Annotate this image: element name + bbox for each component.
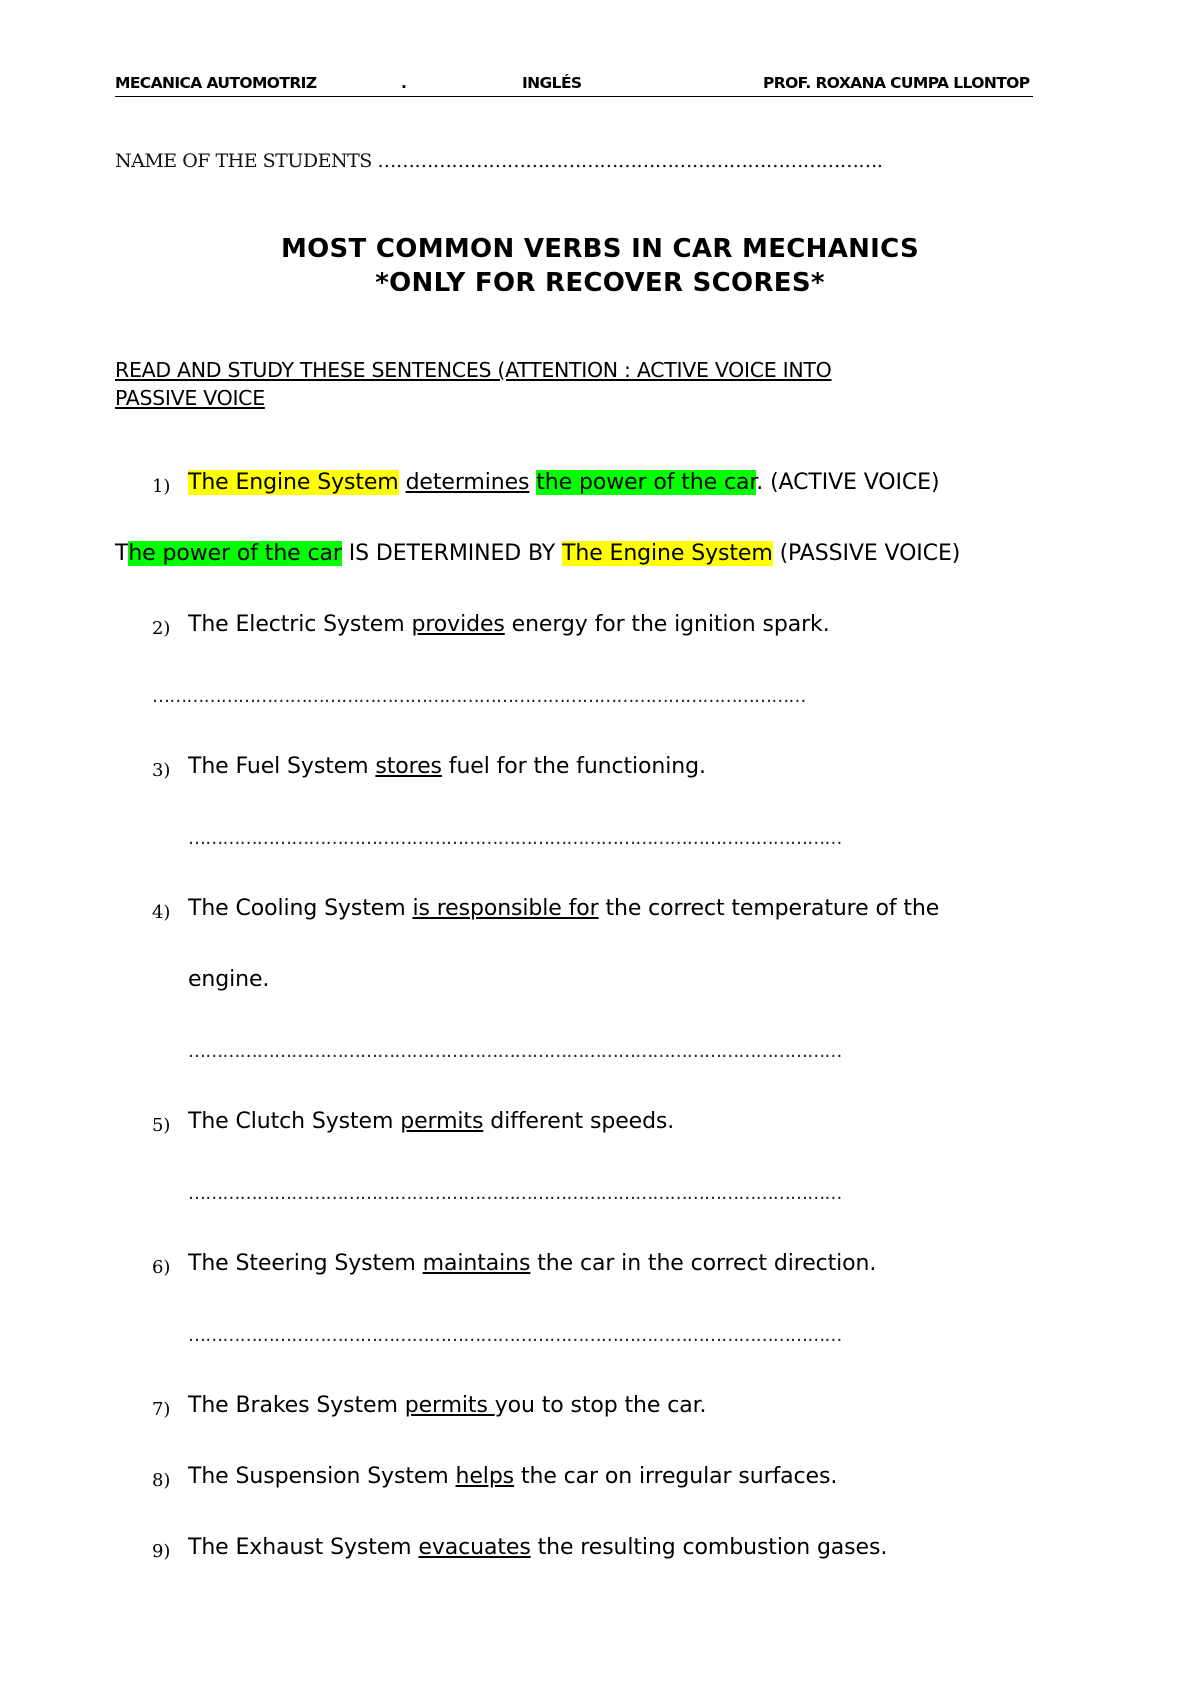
passive-suffix: (PASSIVE VOICE) [772,541,961,566]
list-item [0,1462,1200,1492]
item-subject: The Suspension System [188,1464,456,1489]
item-number: 1) [152,476,171,497]
item-sentence [188,1107,674,1137]
item-rest: the car in the correct direction. [530,1251,877,1276]
passive-object: he power of the car [128,541,342,566]
item-subject: The Cooling System [188,896,413,921]
item-sentence [188,1249,876,1279]
student-name-line: NAME OF THE STUDENTS ………………………………………………………………………. [115,150,883,172]
list-item [0,468,1200,498]
item-number: 3) [152,760,171,781]
passive-prefix: T [115,541,129,566]
answer-line: …………………………………………………………………………………………………… [188,1183,842,1204]
item-verb: permits [400,1109,484,1134]
example-subject: The Engine System [188,470,399,495]
example-object: the power of the car [536,470,757,495]
list-item [0,1249,1200,1279]
item-rest: energy for the ignition spark. [504,612,830,637]
list-item [0,1107,1200,1137]
example-suffix: . (ACTIVE VOICE) [756,470,940,495]
item-number: 9) [152,1541,171,1562]
item-sentence [188,1533,887,1563]
item-rest: different speeds. [483,1109,675,1134]
header-subject: INGLÉS [522,74,582,92]
title-line-2: *ONLY FOR RECOVER SCORES* [375,268,825,298]
list-item [0,1391,1200,1421]
answer-line: …………………………………………………………………………………………………… [188,1041,842,1062]
header-separator: . [401,74,407,92]
item-verb: provides [411,612,505,637]
item-rest: the resulting combustion gases. [530,1535,888,1560]
item-subject: The Exhaust System [188,1535,419,1560]
example-active-sentence [188,468,939,498]
answer-line: …………………………………………………………………………………………………… [188,828,842,849]
item-subject: The Clutch System [188,1109,401,1134]
instructions [115,356,832,412]
item-sentence [188,752,706,782]
item-number: 8) [152,1470,171,1491]
header-course: MECANICA AUTOMOTRIZ [115,74,317,92]
list-item [0,610,1200,640]
item-subject: The Electric System [188,612,412,637]
item-rest: you to stop the car. [494,1393,707,1418]
item-sentence [188,1391,706,1421]
item-number: 5) [152,1115,171,1136]
answer-line: …………………………………………………………………………………………………… [152,686,806,707]
list-item [0,752,1200,782]
item-number: 6) [152,1257,171,1278]
page-title [0,232,1200,300]
item-verb: stores [375,754,442,779]
item-sentence-continuation: engine. [188,967,270,992]
example-passive-sentence [115,539,960,569]
header-teacher: PROF. ROXANA CUMPA LLONTOP [763,74,1030,92]
item-rest: the correct temperature of the [598,896,940,921]
item-number: 7) [152,1399,171,1420]
passive-mid: IS DETERMINED BY [341,541,563,566]
item-rest: the car on irregular surfaces. [514,1464,838,1489]
answer-line: …………………………………………………………………………………………………… [188,1325,842,1346]
title-line-1: MOST COMMON VERBS IN CAR MECHANICS [280,234,920,264]
item-subject: The Steering System [188,1251,423,1276]
item-subject: The Brakes System [188,1393,405,1418]
instructions-line-2: PASSIVE VOICE [115,386,265,410]
passive-subject: The Engine System [562,541,773,566]
item-subject: The Fuel System [188,754,376,779]
item-verb: permits [404,1393,495,1418]
item-number: 4) [152,902,171,923]
item-sentence [188,610,830,640]
item-sentence [188,894,939,924]
page-header [115,74,1033,97]
list-item [0,1533,1200,1563]
item-verb: is responsible for [412,896,599,921]
item-rest: fuel for the functioning. [441,754,706,779]
item-sentence [188,1462,837,1492]
example-verb: determines [405,470,530,495]
list-item [0,894,1200,924]
item-verb: helps [455,1464,515,1489]
item-verb: maintains [422,1251,531,1276]
instructions-line-1: READ AND STUDY THESE SENTENCES (ATTENTION : ACTIVE VOICE INTO [115,358,832,382]
item-number: 2) [152,618,171,639]
item-verb: evacuates [418,1535,531,1560]
